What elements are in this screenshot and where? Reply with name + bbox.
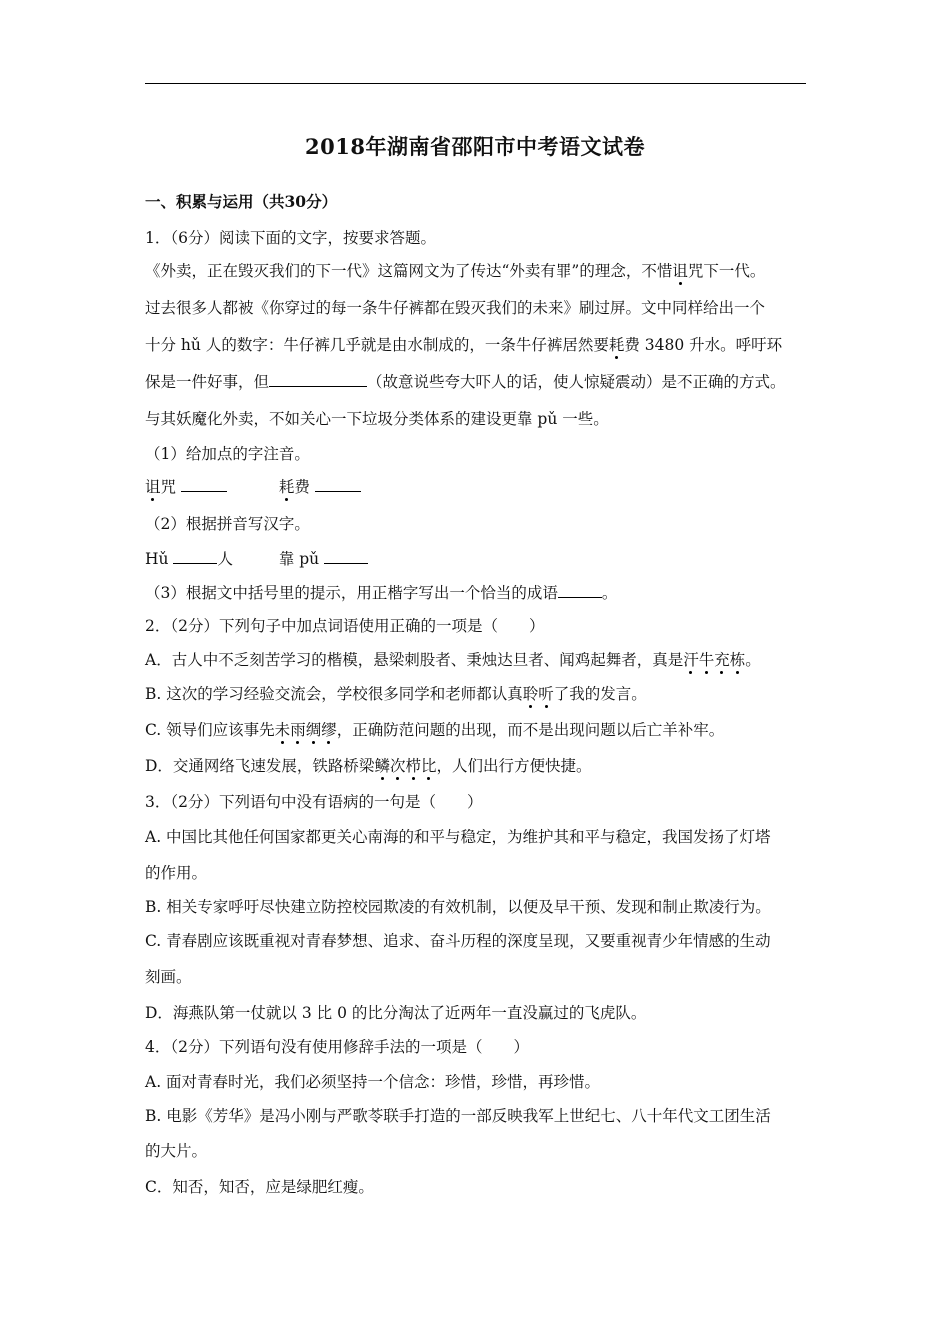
dotted-char: 牛 bbox=[698, 651, 715, 669]
q1-sub2-items: Hǔ 人 靠 pǔ bbox=[145, 547, 810, 569]
answer-blank[interactable] bbox=[315, 476, 361, 493]
dotted-char: 栉 bbox=[405, 757, 421, 775]
dotted-char: 汗 bbox=[683, 651, 699, 669]
q4-option-c: C．知否，知否，应是绿肥红瘦。 bbox=[145, 1178, 374, 1196]
q1-passage-line2: 过去很多人都被《你穿过的每一条牛仔裤都在毁灭我们的未来》刷过屏。文中同样给出一个 bbox=[145, 299, 766, 317]
dotted-char: 未 bbox=[274, 721, 291, 739]
q2-stem: 2．（2分）下列句子中加点词语使用正确的一项是（ ） bbox=[145, 617, 545, 635]
q1-passage-line3: 十分 hǔ 人的数字：牛仔裤几乎就是由水制成的，一条牛仔裤居然要耗费 3480 升水。呼吁环 bbox=[145, 336, 783, 354]
q3-option-c: C. 青春剧应该既重视对青春梦想、追求、奋斗历程的深度呈现，又要重视青少年情感的生动 bbox=[145, 932, 771, 950]
q4-stem: 4．（2分）下列语句没有使用修辞手法的一项是（ ） bbox=[145, 1038, 529, 1056]
dotted-char: 次 bbox=[389, 757, 406, 775]
q2-option-d: D．交通网络飞速发展，铁路桥梁鳞次栉比，人们出行方便快捷。 bbox=[145, 757, 592, 775]
q4-option-b-cont: 的大片。 bbox=[145, 1142, 208, 1160]
section-heading: 一、积累与运用（共30分） bbox=[145, 192, 338, 211]
dotted-char: 耗 bbox=[278, 478, 295, 496]
q1-passage-line1: 《外卖，正在毁灭我们的下一代》这篇网文为了传达“外卖有罪”的理念，不惜诅咒下一代。 bbox=[145, 262, 766, 280]
q1-sub3: （3）根据文中括号里的提示，用正楷字写出一个恰当的成语 。 bbox=[145, 581, 810, 603]
dotted-char: 比 bbox=[420, 757, 437, 775]
dotted-char: 听 bbox=[538, 685, 554, 703]
q1-sub1-items: 诅咒 耗费 bbox=[145, 475, 810, 497]
dotted-char: 鳞 bbox=[374, 757, 390, 775]
q2-option-a: A．古人中不乏刻苦学习的楷模，悬梁刺股者、秉烛达旦者、闻鸡起舞者，真是汗牛充栋。 bbox=[145, 651, 761, 669]
dotted-char: 栋 bbox=[729, 651, 746, 669]
q2-option-b: B. 这次的学习经验交流会，学校很多同学和老师都认真聆听了我的发言。 bbox=[145, 685, 647, 703]
q4-option-a: A. 面对青春时光，我们必须坚持一个信念：珍惜，珍惜，再珍惜。 bbox=[145, 1073, 601, 1091]
answer-blank[interactable] bbox=[558, 582, 602, 599]
answer-blank[interactable] bbox=[324, 548, 368, 565]
q3-option-a-cont: 的作用。 bbox=[145, 864, 208, 882]
q1-stem: 1．（6分）阅读下面的文字，按要求答题。 bbox=[145, 229, 436, 247]
dotted-char: 绸 bbox=[305, 721, 322, 739]
q3-option-b: B. 相关专家呼吁尽快建立防控校园欺凌的有效机制，以便及早干预、发现和制止欺凌行为。 bbox=[145, 898, 771, 916]
answer-blank[interactable] bbox=[173, 548, 217, 565]
dotted-char: 诅 bbox=[672, 262, 688, 280]
q3-option-a: A. 中国比其他任何国家都更关心南海的和平与稳定，为维护其和平与稳定，我国发扬了灯塔 bbox=[145, 828, 771, 846]
q3-stem: 3．（2分）下列语句中没有语病的一句是（ ） bbox=[145, 793, 483, 811]
dotted-char: 聆 bbox=[522, 685, 539, 703]
q2-option-c: C. 领导们应该事先未雨绸缪，正确防范问题的出现，而不是出现问题以后亡羊补牢。 bbox=[145, 721, 725, 739]
header-rule bbox=[145, 83, 806, 84]
q1-sub1: （1）给加点的字注音。 bbox=[145, 445, 310, 463]
q1-passage-line4: 保是一件好事，但 （故意说些夸大吓人的话，使人惊疑震动）是不正确的方式。 bbox=[145, 370, 810, 392]
dotted-char: 雨 bbox=[290, 721, 306, 739]
q1-sub2: （2）根据拼音写汉字。 bbox=[145, 515, 310, 533]
dotted-char: 充 bbox=[714, 651, 730, 669]
dotted-char: 诅 bbox=[145, 478, 161, 496]
page-title: 2018年湖南省邵阳市中考语文试卷 bbox=[305, 134, 645, 159]
dotted-char: 缪 bbox=[321, 721, 337, 739]
q3-option-c-cont: 刻画。 bbox=[145, 968, 192, 986]
answer-blank[interactable] bbox=[181, 476, 227, 493]
q1-passage-line5: 与其妖魔化外卖，不如关心一下垃圾分类体系的建设更靠 pǔ 一些。 bbox=[145, 410, 609, 428]
q4-option-b: B. 电影《芳华》是冯小刚与严歌苓联手打造的一部反映我军上世纪七、八十年代文工团生活 bbox=[145, 1107, 771, 1125]
answer-blank[interactable] bbox=[269, 371, 367, 388]
dotted-char: 耗 bbox=[608, 336, 625, 354]
q3-option-d: D．海燕队第一仗就以 3 比 0 的比分淘汰了近两年一直没赢过的飞虎队。 bbox=[145, 1004, 647, 1022]
